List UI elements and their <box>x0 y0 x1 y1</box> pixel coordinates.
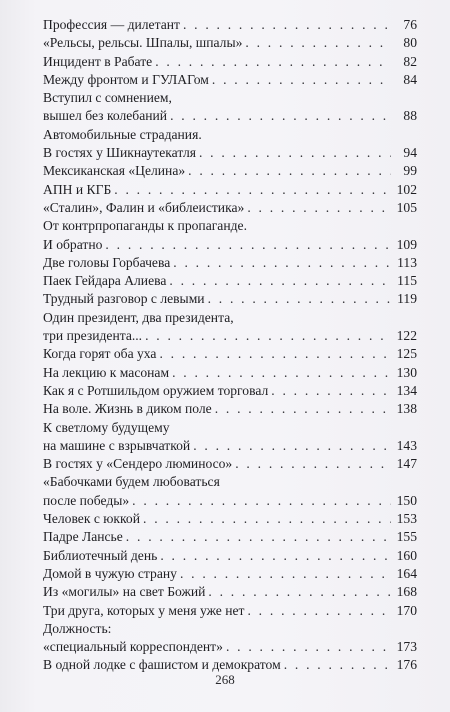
toc-entry-title: Между фронтом и ГУЛАГом <box>43 71 209 87</box>
toc-entry-title: Трудный разговор с левыми <box>43 291 205 307</box>
toc-entry-page-number: 143 <box>396 437 417 453</box>
toc-entry-page-number: 84 <box>403 71 417 87</box>
dot-leader <box>169 272 391 290</box>
toc-entry-line <box>43 473 417 491</box>
table-of-contents <box>43 16 417 675</box>
toc-entry <box>43 528 417 546</box>
toc-entry-title: Один президент, два президента, <box>43 309 234 325</box>
toc-entry-line <box>43 382 417 400</box>
dot-leader <box>208 583 391 601</box>
toc-entry-title: На лекцию к масонам <box>43 364 170 380</box>
toc-entry-page-number: 102 <box>396 181 417 197</box>
toc-entry-line <box>43 583 417 601</box>
toc-entry <box>43 199 417 217</box>
toc-entry-line <box>43 510 417 528</box>
toc-entry-line <box>43 236 417 254</box>
toc-entry-line <box>43 71 417 89</box>
toc-entry-line <box>43 528 417 546</box>
dot-leader <box>188 162 391 180</box>
toc-entry-title: Три друга, которых у меня уже нет <box>43 602 245 618</box>
toc-entry <box>43 16 417 34</box>
toc-entry-line <box>43 345 417 363</box>
toc-entry <box>43 126 417 163</box>
dot-leader <box>212 71 391 89</box>
dot-leader <box>215 400 391 418</box>
toc-entry-page-number: 134 <box>396 382 417 398</box>
toc-entry <box>43 181 417 199</box>
dot-leader <box>193 437 391 455</box>
dot-leader <box>247 602 391 620</box>
toc-entry-title: Вступил с сомнением, <box>43 90 172 106</box>
toc-entry-line <box>43 34 417 52</box>
toc-entry-page-number: 173 <box>396 639 417 655</box>
dot-leader <box>143 510 391 528</box>
dot-leader <box>145 327 391 345</box>
toc-entry-page-number: 130 <box>396 364 417 380</box>
toc-entry-page-number: 105 <box>396 199 417 215</box>
toc-entry-line <box>43 492 417 510</box>
toc-entry-line <box>43 272 417 290</box>
toc-entry-line <box>43 327 417 345</box>
toc-entry-line <box>43 638 417 656</box>
dot-leader <box>159 345 391 363</box>
toc-entry-line <box>43 126 417 144</box>
toc-entry-title: вышел без колебаний <box>43 108 168 124</box>
dot-leader <box>247 199 391 217</box>
toc-entry-title: От контрпропаганды к пропаганде. <box>43 218 247 234</box>
dot-leader <box>271 382 391 400</box>
dot-leader <box>180 565 391 583</box>
toc-entry-line <box>43 309 417 327</box>
toc-entry-line <box>43 144 417 162</box>
toc-entry-line <box>43 419 417 437</box>
toc-entry-title: Паек Гейдара Алиева <box>43 273 167 289</box>
toc-entry-title: Автомобильные страдания. <box>43 126 202 142</box>
toc-entry-line <box>43 53 417 71</box>
toc-entry-title: АПН и КГБ <box>43 181 112 197</box>
toc-entry <box>43 400 417 418</box>
toc-entry-line <box>43 16 417 34</box>
toc-entry-title: «Сталин», Фалин и «библеистика» <box>43 199 245 215</box>
dot-leader <box>245 34 391 52</box>
toc-entry-title: К светлому будущему <box>43 419 170 435</box>
toc-entry-line <box>43 290 417 308</box>
toc-entry-page-number: 125 <box>396 346 417 362</box>
toc-entry <box>43 620 417 657</box>
dot-leader <box>199 144 391 162</box>
toc-entry-page-number: 80 <box>403 35 417 51</box>
toc-entry-title: Две головы Горбачева <box>43 254 171 270</box>
toc-entry <box>43 364 417 382</box>
dot-leader <box>208 290 391 308</box>
toc-entry-title: Как я с Ротшильдом оружием торговал <box>43 382 269 398</box>
dot-leader <box>172 364 391 382</box>
toc-entry-title: Из «могилы» на свет Божий <box>43 584 206 600</box>
toc-entry-page-number: 88 <box>403 108 417 124</box>
dot-leader <box>114 181 391 199</box>
toc-entry <box>43 455 417 473</box>
toc-entry-page-number: 168 <box>396 584 417 600</box>
toc-entry-line <box>43 162 417 180</box>
toc-entry <box>43 162 417 180</box>
toc-entry-line <box>43 602 417 620</box>
toc-entry-title: на машине с взрывчаткой <box>43 437 191 453</box>
toc-entry <box>43 382 417 400</box>
toc-entry-title: Профессия — дилетант <box>43 17 180 32</box>
toc-entry-title: Библиотечный день <box>43 547 158 563</box>
toc-entry-page-number: 153 <box>396 511 417 527</box>
toc-entry <box>43 272 417 290</box>
toc-entry-line <box>43 620 417 638</box>
toc-entry-title: Падре Лансье <box>43 529 123 545</box>
toc-entry-title: «Рельсы, рельсы. Шпалы, шпалы» <box>43 35 243 51</box>
dot-leader <box>132 492 391 510</box>
toc-entry-line <box>43 547 417 565</box>
toc-entry-title: Домой в чужую страну <box>43 565 177 581</box>
toc-entry-page-number: 176 <box>396 657 417 673</box>
dot-leader <box>235 455 391 473</box>
toc-entry-page-number: 138 <box>396 401 417 417</box>
toc-entry-title: Человек с юккой <box>43 511 141 527</box>
toc-entry <box>43 53 417 71</box>
toc-entry-page-number: 115 <box>397 273 417 289</box>
toc-entry-page-number: 82 <box>403 53 417 69</box>
toc-entry <box>43 583 417 601</box>
toc-entry-line <box>43 181 417 199</box>
toc-entry <box>43 309 417 346</box>
toc-entry-page-number: 164 <box>396 565 417 581</box>
toc-entry <box>43 89 417 126</box>
dot-leader <box>170 107 391 125</box>
toc-entry-line <box>43 254 417 272</box>
dot-leader <box>226 638 391 656</box>
toc-entry-page-number: 119 <box>397 291 417 307</box>
toc-entry-page-number: 94 <box>403 145 417 161</box>
toc-entry <box>43 254 417 272</box>
toc-entry-page-number: 99 <box>403 163 417 179</box>
toc-entry <box>43 602 417 620</box>
toc-entry-title: И обратно <box>43 236 103 252</box>
toc-entry <box>43 547 417 565</box>
toc-entry <box>43 290 417 308</box>
toc-entry-line <box>43 437 417 455</box>
toc-entry-page-number: 113 <box>397 254 417 270</box>
toc-entry-line <box>43 217 417 235</box>
toc-entry-title: Должность: <box>43 620 112 636</box>
toc-entry-title: Мексиканская «Целина» <box>43 163 186 179</box>
toc-entry <box>43 473 417 510</box>
toc-entry-page-number: 76 <box>403 17 417 32</box>
toc-entry-title: три президента... <box>43 328 143 344</box>
toc-entry-line <box>43 199 417 217</box>
toc-entry-title: В гостях у «Сендеро люминосо» <box>43 456 233 472</box>
toc-entry <box>43 217 417 254</box>
toc-entry-page-number: 147 <box>396 456 417 472</box>
toc-entry-title: «специальный корреспондент» <box>43 639 223 655</box>
toc-entry-page-number: 170 <box>396 602 417 618</box>
toc-entry-page-number: 122 <box>396 328 417 344</box>
toc-entry-line <box>43 455 417 473</box>
toc-entry-title: В одной лодке с фашистом и демократом <box>43 657 281 673</box>
toc-entry <box>43 565 417 583</box>
toc-entry-title: В гостях у Шикнаутекатля <box>43 145 196 161</box>
toc-entry <box>43 345 417 363</box>
toc-entry-title: Инцидент в Рабате <box>43 53 153 69</box>
dot-leader <box>126 528 391 546</box>
dot-leader <box>160 547 391 565</box>
toc-entry-title: после победы» <box>43 492 130 508</box>
toc-entry-title: На воле. Жизнь в диком поле <box>43 401 212 417</box>
toc-entry-title: «Бабочками будем любоваться <box>43 474 220 490</box>
toc-entry-page-number: 109 <box>396 236 417 252</box>
toc-entry-line <box>43 89 417 107</box>
toc-entry-page-number: 155 <box>396 529 417 545</box>
dot-leader <box>105 236 391 254</box>
dot-leader <box>183 16 391 34</box>
page-number-footer: 268 <box>215 672 235 687</box>
toc-entry <box>43 419 417 456</box>
toc-entry-line <box>43 565 417 583</box>
toc-entry <box>43 71 417 89</box>
toc-entry <box>43 34 417 52</box>
toc-entry-page-number: 160 <box>396 547 417 563</box>
dot-leader <box>173 254 391 272</box>
dot-leader <box>155 53 391 71</box>
toc-entry-title: Когда горят оба уха <box>43 346 157 362</box>
toc-entry <box>43 510 417 528</box>
toc-entry-line <box>43 364 417 382</box>
toc-entry-page-number: 150 <box>396 492 417 508</box>
toc-entry-line <box>43 107 417 125</box>
toc-entry-line <box>43 400 417 418</box>
